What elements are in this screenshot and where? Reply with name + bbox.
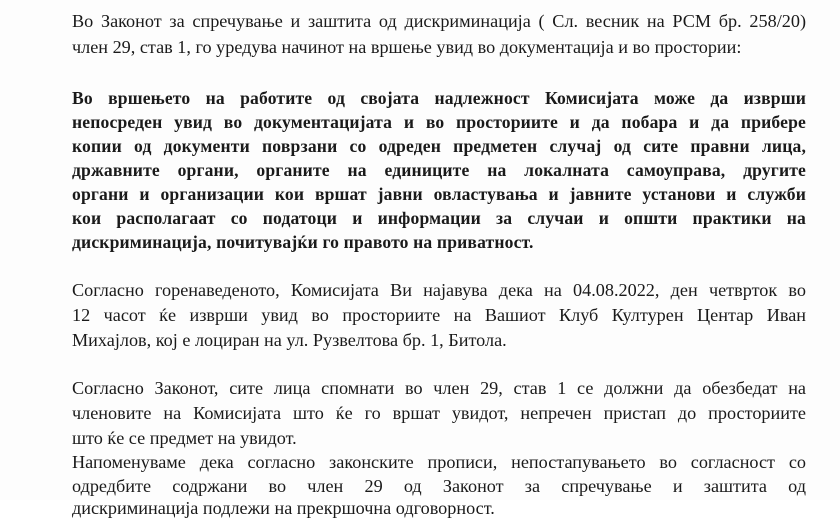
notice-line-2: 12 часот ќе изврши увид во просториите на Вашиот Клуб Културен Центар Иван [72,305,806,325]
intro-line-2: член 29, став 1, го уредува начинот на вршење увид во документација и во простории: [72,37,742,57]
intro-line-1: Во Законот за спречување и заштита од дискриминација ( Сл. весник на РСМ бр. 258/20) [72,11,806,31]
obligation-line-1: Согласно Законот, сите лица спомнати во член 29, став 1 се должни да обезбедат на [72,378,806,398]
quote-line-1: Во вршењето на работите од својата надлежност Комисијата може да изврши [72,88,806,108]
quote-line-3: копии од документи поврзани со одреден предметен случај од сите правни лица, [72,136,806,156]
quote-line-4: државните органи, органите на единиците на локалната самоуправа, другите [72,160,806,180]
quote-line-7: дискриминација, почитувајќи го правото на приватност. [72,232,534,252]
obligation-line-3: што ќе се предмет на увидот. [72,428,297,448]
warning-line-3: дискриминација подлежи на прекршочна одговорност. [72,498,495,518]
warning-line-2: одредбите содржани во член 29 од Законот за спречување и заштита од [72,476,806,496]
warning-line-1: Напоменуваме дека согласно законските прописи, непостапувањето во согласност со [72,452,806,472]
quote-line-5: органи и организации кои вршат јавни овластувања и јавните установи и служби [72,184,806,204]
obligation-line-2: членовите на Комисијата што ќе го вршат увидот, непречен пристап до просториите [72,403,806,423]
quote-line-2: непосреден увид во документацијата и во просториите и да побара и да прибере [72,112,806,132]
notice-line-1: Согласно горенаведеното, Комисијата Ви најавува дека на 04.08.2022, ден четврток во [72,280,806,300]
quote-line-6: кои располагаат со податоци и информации за случаи и општи практики на [72,208,806,228]
notice-line-3: Михајлов, кој е лоциран на ул. Рузвелтова бр. 1, Битола. [72,330,507,350]
